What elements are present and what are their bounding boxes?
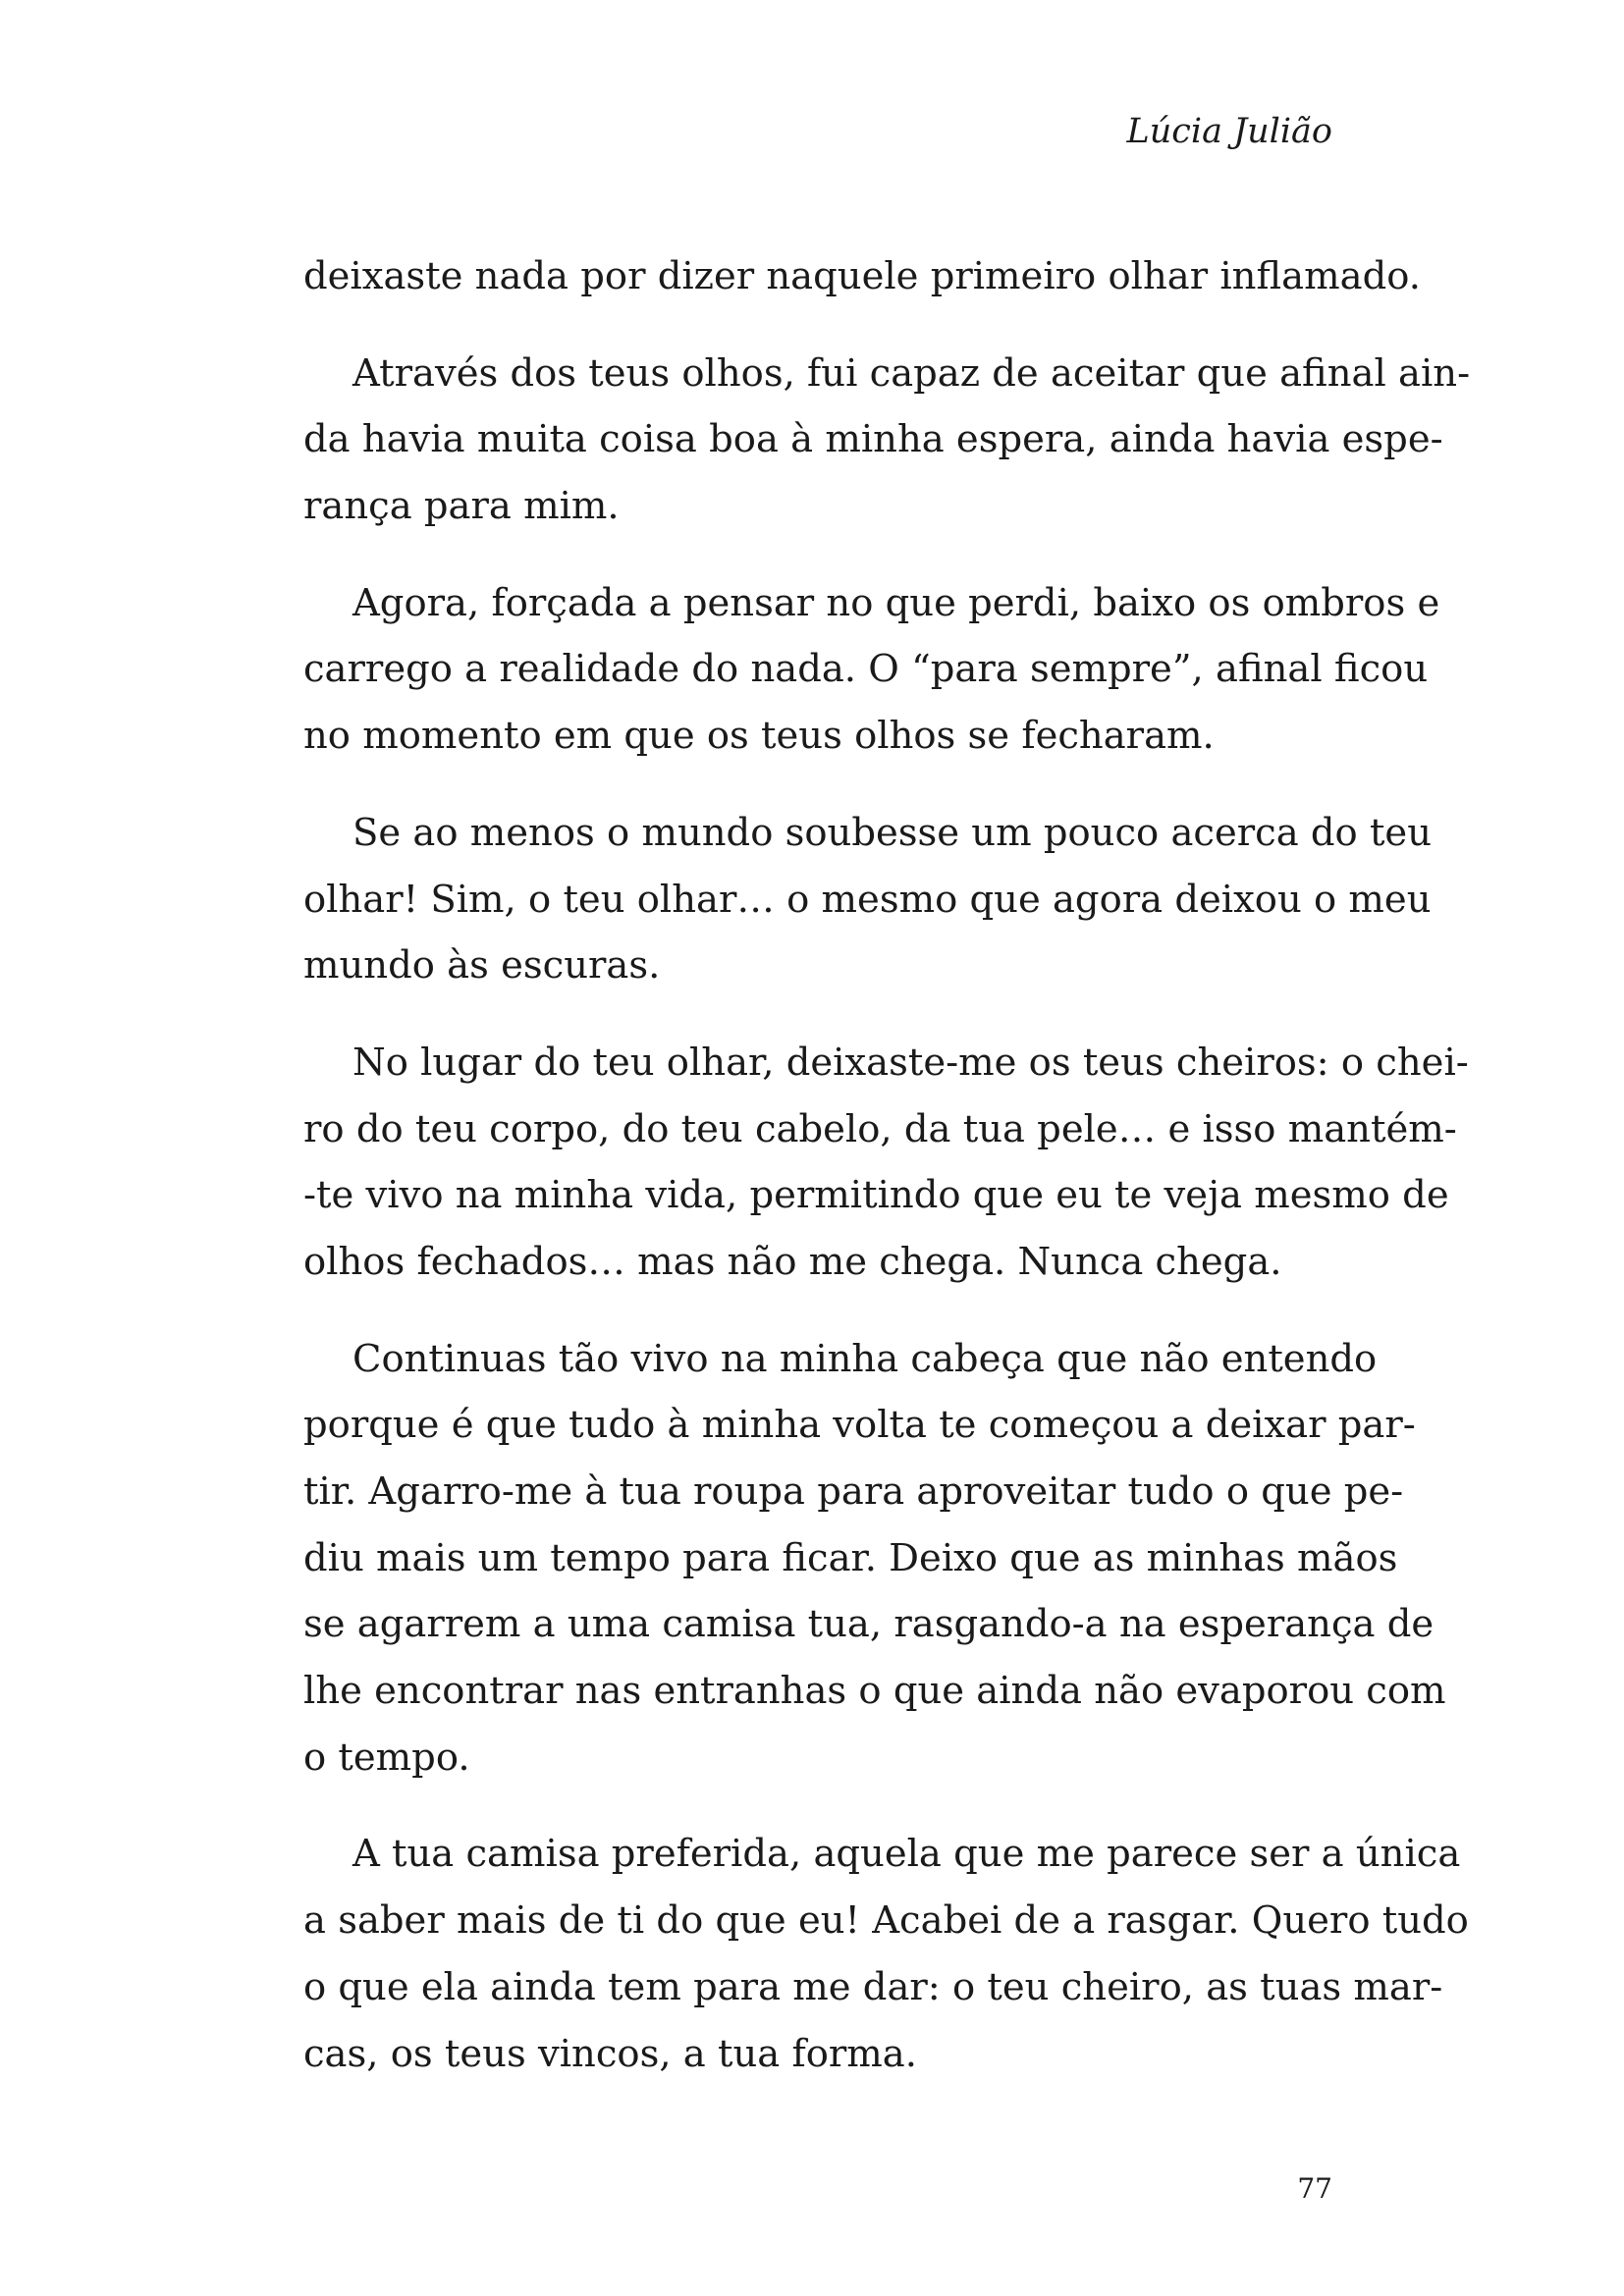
text-line: rança para mim. <box>303 484 620 529</box>
text-line: da havia muita coisa boa à minha espera, ainda havia espe- <box>303 417 1443 462</box>
text-line: no momento em que os teus olhos se fecharam. <box>303 714 1215 759</box>
body-text <box>303 243 1471 2117</box>
paragraph <box>303 1030 1469 1296</box>
text-line: cas, os teus vincos, a tua forma. <box>303 2031 917 2076</box>
text-line: carrego a realidade do nada. O “para sempre”, afinal ficou <box>303 647 1429 692</box>
text-line: se agarrem a uma camisa tua, rasgando-a na esperança de <box>303 1602 1435 1647</box>
text-line: mundo às escuras. <box>303 943 661 988</box>
text-line: Agora, forçada a pensar no que perdi, baixo os ombros e <box>352 580 1440 625</box>
text-line: olhos fechados… mas não me chega. Nunca chega. <box>303 1239 1282 1284</box>
text-line: No lugar do teu olhar, deixaste-me os teus cheiros: o chei- <box>352 1040 1469 1085</box>
text-line: ro do teu corpo, do teu cabelo, da tua pele… e isso mantém- <box>303 1106 1457 1151</box>
paragraph <box>303 341 1471 540</box>
paragraph <box>303 800 1433 999</box>
text-line: lhe encontrar nas entranhas o que ainda não evaporou com <box>303 1669 1446 1714</box>
text-line: tir. Agarro-me à tua roupa para aproveitar tudo o que pe- <box>303 1469 1404 1514</box>
text-line: a saber mais de ti do que eu! Acabei de a rasgar. Quero tudo <box>303 1898 1469 1944</box>
page-number: 77 <box>1297 2172 1332 2205</box>
text-line: diu mais um tempo para ficar. Deixo que as minhas mãos <box>303 1535 1398 1580</box>
paragraph <box>303 1821 1469 2087</box>
running-head-author: Lúcia Julião <box>1126 112 1332 151</box>
text-line: o que ela ainda tem para me dar: o teu cheiro, as tuas mar- <box>303 1964 1443 2009</box>
text-line: Através dos teus olhos, fui capaz de aceitar que afinal ain- <box>352 350 1471 396</box>
text-line: Continuas tão vivo na minha cabeça que não entendo <box>352 1336 1378 1381</box>
text-line: A tua camisa preferida, aquela que me parece ser a única <box>352 1832 1461 1877</box>
text-line: olhar! Sim, o teu olhar… o mesmo que agora deixou o meu <box>303 877 1432 922</box>
text-line: o tempo. <box>303 1735 470 1780</box>
text-line: Se ao menos o mundo soubesse um pouco acerca do teu <box>352 810 1433 855</box>
text-line: porque é que tudo à minha volta te começou a deixar par- <box>303 1403 1416 1448</box>
text-line: deixaste nada por dizer naquele primeiro olhar inflamado. <box>303 254 1421 298</box>
paragraph <box>303 1326 1446 1791</box>
paragraph <box>303 570 1440 770</box>
paragraph <box>303 243 1421 310</box>
text-line: -te vivo na minha vida, permitindo que eu te veja mesmo de <box>303 1173 1449 1218</box>
